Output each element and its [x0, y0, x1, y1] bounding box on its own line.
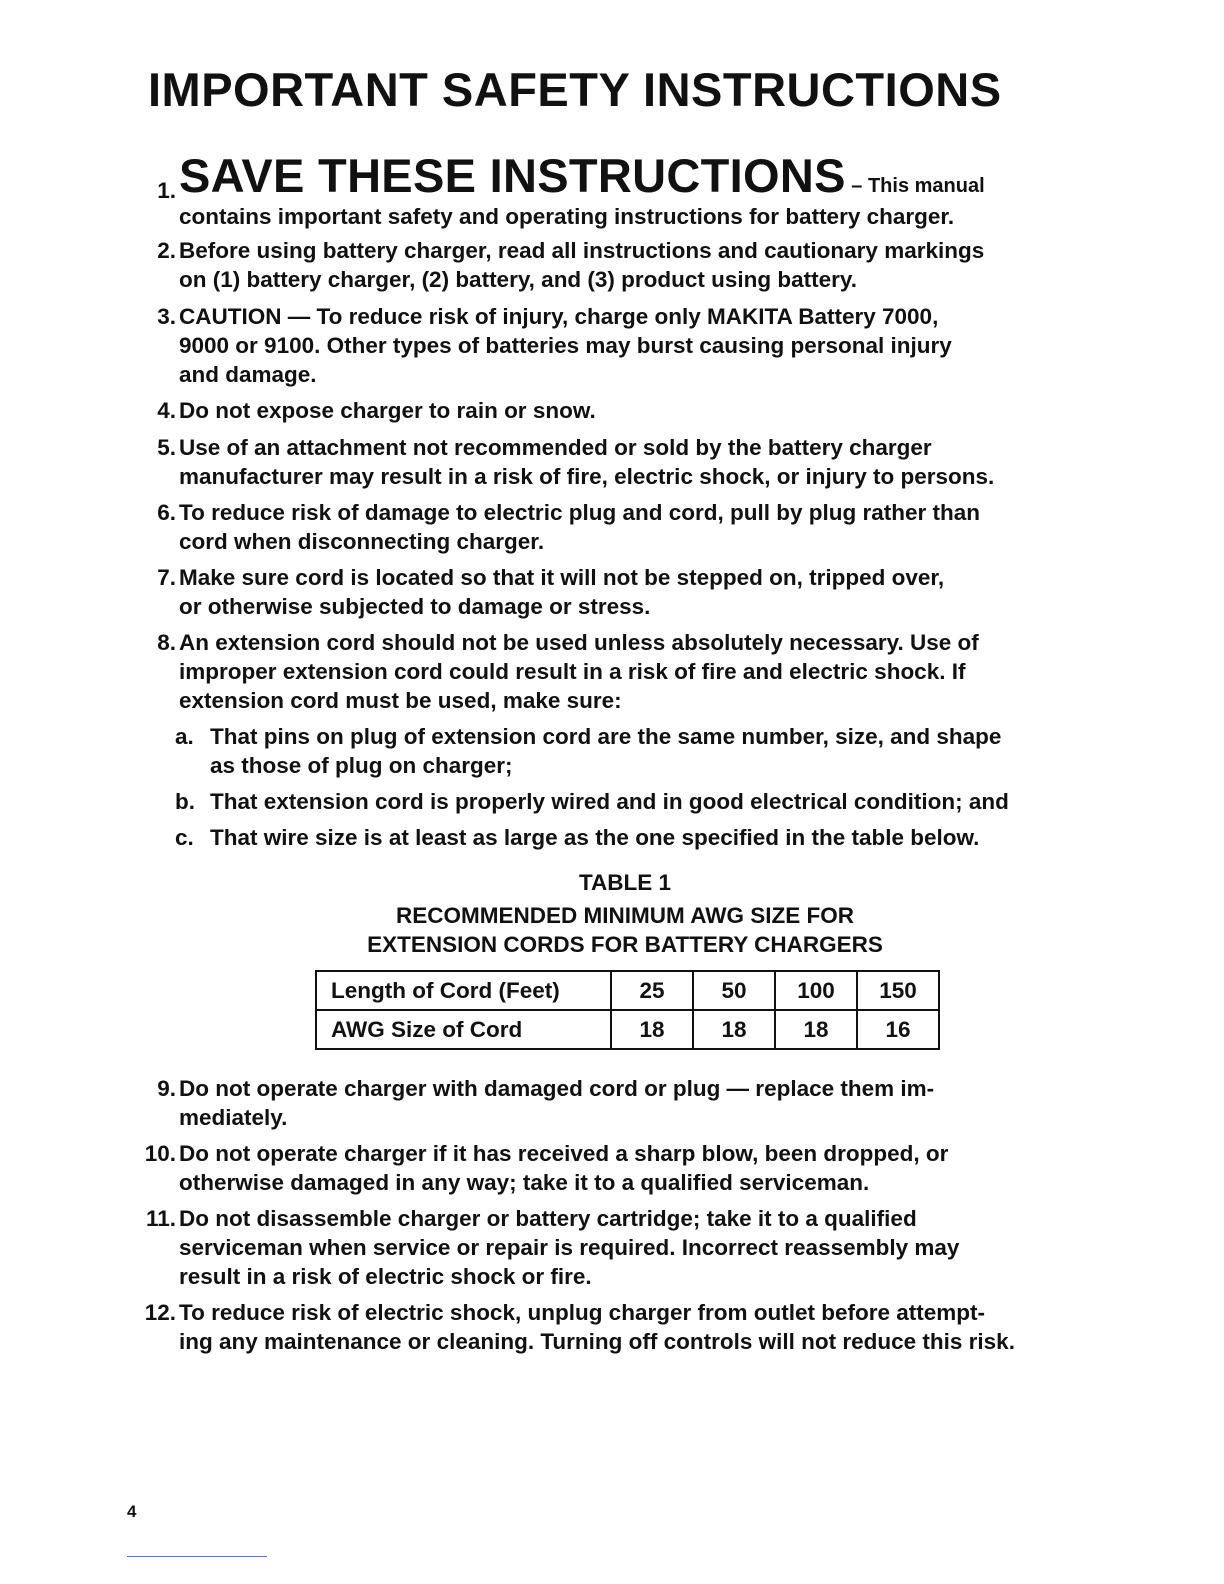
item-number: 2.: [157, 238, 176, 263]
subitem-letter: a.: [175, 724, 194, 749]
item-line: Do not expose charger to rain or snow.: [179, 398, 596, 423]
item-line: on (1) battery charger, (2) battery, and (3) product using battery.: [179, 267, 858, 292]
subitem-letter: c.: [175, 825, 194, 850]
item-line: and damage.: [179, 362, 317, 387]
item-line: contains important safety and operating instructions for battery charger.: [179, 204, 955, 229]
item-line: Before using battery charger, read all instructions and cautionary markings: [179, 238, 985, 263]
table-caption: TABLE 1: [578, 870, 672, 895]
footer-rule: [127, 1556, 267, 1557]
table-subcaption-2: EXTENSION CORDS FOR BATTERY CHARGERS: [367, 932, 883, 957]
item-number: 1.: [157, 178, 176, 203]
instruction-item-1: [130, 150, 1070, 231]
item-number: 11.: [145, 1206, 176, 1231]
instruction-item-11: [130, 1204, 1070, 1291]
instruction-item-9: [130, 1074, 1070, 1132]
item-number: 6.: [157, 500, 176, 525]
table-cell: 18: [693, 1010, 775, 1049]
item-number: 12.: [144, 1300, 176, 1325]
subitem-c: [175, 823, 1068, 852]
item-line: Do not disassemble charger or battery cartridge; take it to a qualified: [179, 1206, 917, 1231]
instruction-item-10: [130, 1139, 1070, 1197]
page-title: IMPORTANT SAFETY INSTRUCTIONS: [148, 63, 1002, 116]
item-line: extension cord must be used, make sure:: [179, 688, 622, 713]
item-number: 10.: [144, 1141, 176, 1166]
item-number: 3.: [157, 304, 176, 329]
subitem-line: That wire size is at least as large as the one specified in the table below.: [210, 825, 980, 850]
awg-size-table: [315, 970, 940, 1050]
instruction-item-2: [130, 236, 1070, 294]
table-cell: 16: [857, 1010, 939, 1049]
item-line: Use of an attachment not recommended or sold by the battery charger: [179, 435, 932, 460]
item-line: result in a risk of electric shock or fire.: [179, 1264, 592, 1289]
item-line: An extension cord should not be used unless absolutely necessary. Use of: [179, 630, 979, 655]
subitem-line: That extension cord is properly wired and in good electrical condition; and: [210, 789, 1009, 814]
subitem-letter: b.: [175, 789, 195, 814]
table-subcaption-1: RECOMMENDED MINIMUM AWG SIZE FOR: [396, 903, 854, 928]
table-row-label: AWG Size of Cord: [316, 1010, 611, 1049]
instruction-item-8: [130, 628, 1070, 715]
item-line: To reduce risk of damage to electric plug and cord, pull by plug rather than: [179, 500, 980, 525]
instruction-item-5: [130, 433, 1070, 491]
item-number: 7.: [157, 565, 176, 590]
item-line: 9000 or 9100. Other types of batteries may burst causing personal injury: [179, 333, 952, 358]
save-instructions-heading: SAVE THESE INSTRUCTIONS: [179, 149, 846, 202]
save-heading-tail: – This manual: [845, 175, 985, 197]
instruction-item-7: [130, 563, 1070, 621]
item-line: CAUTION — To reduce risk of injury, charge only MAKITA Battery 7000,: [179, 304, 939, 329]
item-line: Make sure cord is located so that it will not be stepped on, tripped over,: [179, 565, 945, 590]
item-number: 5.: [157, 435, 176, 460]
item-number: 9.: [157, 1076, 176, 1101]
item-line: manufacturer may result in a risk of fire, electric shock, or injury to persons.: [179, 464, 995, 489]
table-cell: 50: [693, 971, 775, 1010]
item-line: Do not operate charger if it has received a sharp blow, been dropped, or: [179, 1141, 949, 1166]
table-row-label: Length of Cord (Feet): [316, 971, 611, 1010]
item-line: ing any maintenance or cleaning. Turning off controls will not reduce this risk.: [179, 1329, 1015, 1354]
table-cell: 25: [611, 971, 693, 1010]
instruction-item-12: [130, 1298, 1070, 1356]
table-cell: 18: [611, 1010, 693, 1049]
table-row: [316, 1010, 939, 1049]
page-number: 4: [127, 1502, 137, 1521]
instruction-item-4: [130, 396, 1070, 425]
item-number: 8.: [157, 630, 176, 655]
item-line: mediately.: [179, 1105, 288, 1130]
item-line: To reduce risk of electric shock, unplug charger from outlet before attempt-: [179, 1300, 985, 1325]
table-row: [316, 971, 939, 1010]
item-number: 4.: [157, 398, 176, 423]
subitem-a: [175, 722, 1068, 780]
subitem-line: as those of plug on charger;: [210, 753, 513, 778]
item-line: serviceman when service or repair is required. Incorrect reassembly may: [179, 1235, 960, 1260]
item-line: cord when disconnecting charger.: [179, 529, 545, 554]
table-cell: 100: [775, 971, 857, 1010]
table-cell: 150: [857, 971, 939, 1010]
item-line: improper extension cord could result in a risk of fire and electric shock. If: [179, 659, 966, 684]
item-line: otherwise damaged in any way; take it to a qualified serviceman.: [179, 1170, 870, 1195]
instruction-item-3: [130, 302, 1070, 389]
instruction-item-6: [130, 498, 1070, 556]
subitem-line: That pins on plug of extension cord are the same number, size, and shape: [210, 724, 1002, 749]
item-line: Do not operate charger with damaged cord or plug — replace them im-: [179, 1076, 935, 1101]
item-line: or otherwise subjected to damage or stress.: [179, 594, 651, 619]
table-cell: 18: [775, 1010, 857, 1049]
subitem-b: [175, 787, 1068, 816]
